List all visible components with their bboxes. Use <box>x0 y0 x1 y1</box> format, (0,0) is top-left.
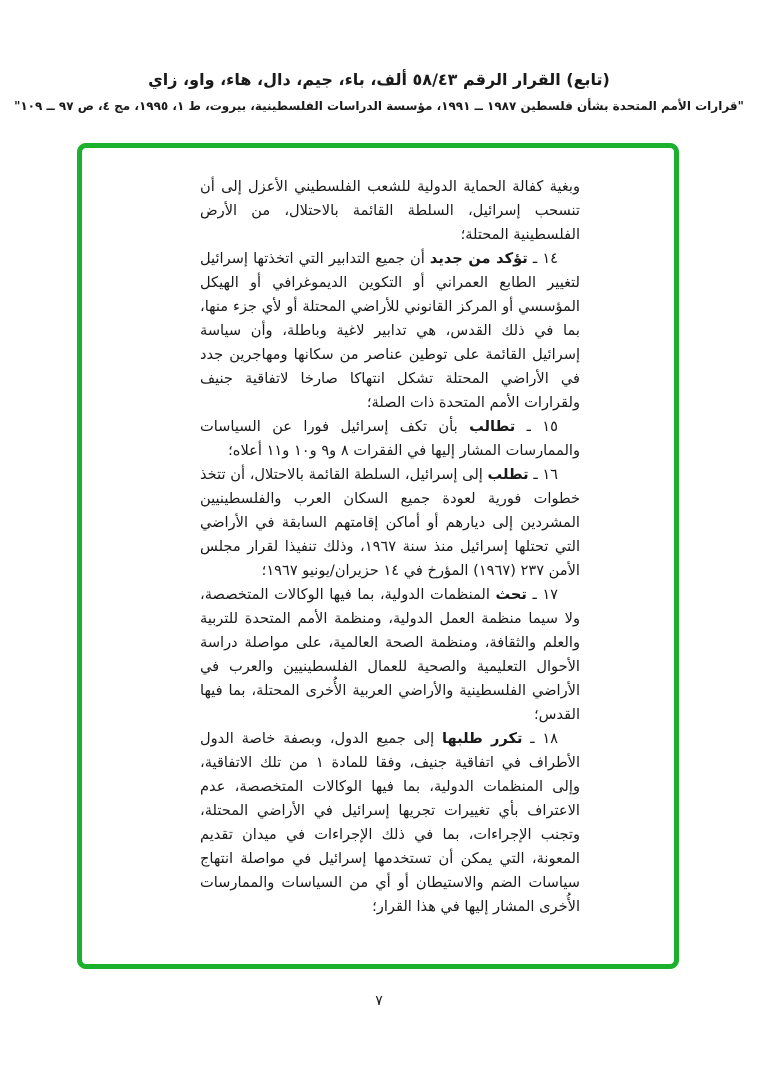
paragraph-lead-word: تطالب <box>469 418 516 435</box>
body-paragraph: ١٨ ـ تكرر طلبها إلى جميع الدول، وبصفة خاصة الدول الأطراف في اتفاقية جنيف، وفقا للمادة ١ من تلك الاتفاقية، وإلى المنظمات الدولية، بما فيها الوكالات المتخصصة، عدم الاعتراف بأي تغييرات تجريها إسرائيل في الأراضي المحتلة، وتجنب الإجراءات، بما في ذلك الإجراءات في ميدان تقديم المعونة، التي يمكن أن تستخدمها إسرائيل في مواصلة انتهاج سياسات الضم والاستيطان أو أي من السياسات والممارسات الأُخرى المشار إليها في هذا القرار؛ <box>200 730 580 915</box>
paragraph-lead-word: تطلب <box>487 466 529 483</box>
body-paragraph: ١٤ ـ تؤكد من جديد أن جميع التدابير التي اتخذتها إسرائيل لتغيير الطابع العمراني أو التكوين الديموغرافي أو الهيكل المؤسسي أو المركز القانوني للأراضي المحتلة أو لأي جزء منها، بما في ذلك القدس، هي تدابير لاغية وباطلة، وأن سياسة إسرائيل القائمة على توطين عناصر من سكانها ومهاجرين جدد في الأراضي المحتلة تشكل انتهاكا صارخا لاتفاقية جنيف ولقرارات الأمم المتحدة ذات الصلة؛ <box>200 250 580 411</box>
page-number: ٧ <box>375 993 383 1009</box>
source-citation: "قرارات الأمم المتحدة بشأن فلسطين ١٩٨٧ ــ ١٩٩١، مؤسسة الدراسات الفلسطينية، بيروت، ط ١، ١٩٩٥، مج ٤، ص ٩٧ ــ ١٠٩" <box>14 99 744 113</box>
paragraph-lead-word: تحث <box>495 586 527 603</box>
document-body <box>200 175 580 919</box>
paragraph-lead-word: تكرر طلبها <box>442 730 523 747</box>
body-paragraph: ١٧ ـ تحث المنظمات الدولية، بما فيها الوكالات المتخصصة، ولا سيما منظمة العمل الدولية، ومنظمة الأمم المتحدة للتربية والعلم والثقافة، ومنظمة الصحة العالمية، على مواصلة دراسة الأحوال التعليمية والصحية للعمال الفلسطينيين والعرب في الأراضي الفلسطينية والأراضي العربية الأُخرى المحتلة، بما فيها القدس؛ <box>200 586 580 723</box>
resolution-title: (تابع) القرار الرقم ٥٨/٤٣ ألف، باء، جيم، دال، هاء، واو، زاي <box>148 70 610 89</box>
body-paragraph: ١٦ ـ تطلب إلى إسرائيل، السلطة القائمة بالاحتلال، أن تتخذ خطوات فورية لعودة جميع السكان العرب والفلسطينيين المشردين إلى ديارهم أو أماكن إقامتهم السابقة في الأراضي التي تحتلها إسرائيل منذ سنة ١٩٦٧، وذلك تنفيذا لقرار مجلس الأمن ٢٣٧ (١٩٦٧) المؤرخ في ١٤ حزيران/يونيو ١٩٦٧؛ <box>200 466 580 579</box>
green-frame <box>77 143 679 969</box>
page-header <box>0 70 758 113</box>
body-paragraph: وبغية كفالة الحماية الدولية للشعب الفلسطيني الأعزل إلى أن تنسحب إسرائيل، السلطة القائمة بالاحتلال، من الأرض الفلسطينية المحتلة؛ <box>200 178 580 243</box>
paragraph-lead-word: تؤكد من جديد <box>429 250 528 267</box>
body-paragraph: ١٥ ـ تطالب بأن تكف إسرائيل فورا عن السياسات والممارسات المشار إليها في الفقرات ٨ و٩ و١٠ و١١ أعلاه؛ <box>200 418 580 459</box>
